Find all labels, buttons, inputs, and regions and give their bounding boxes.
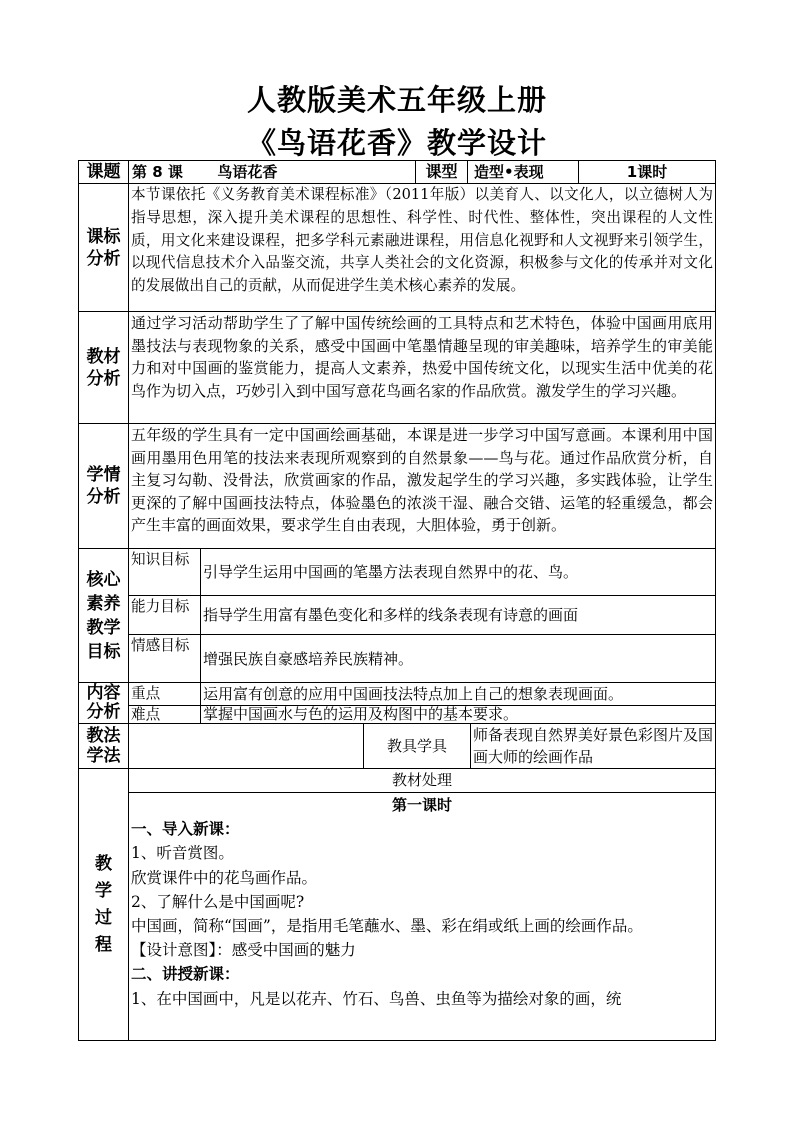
- process-line: 二、讲授新课：: [131, 965, 240, 984]
- standard-analysis-text: 本节课依托《义务教育美术课程标准》（2011年版）以美育人、以文化人，以立德树人为指导思想，深入提升美术课程的思想性、科学性、时代性、整体性，突出课程的人文性质，用文化来建设课程，把多学科元素融进课程，用信息化视野和人文视野来引领学生，以现代信息技术介入品鉴交流，共享人类社会的文化资源，积极参与文化的传承并对文化的发展做出自己的贡献，从而促进学生美术核心素养的发展。: [131, 186, 713, 295]
- process-line: 一、导入新课：: [131, 820, 240, 839]
- process-line: 2、了解什么是中国画呢?: [131, 892, 305, 911]
- label-student-analysis-text: 学情分析: [86, 465, 121, 507]
- goal-text-emotion: 增强民族自豪感培养民族精神。: [203, 649, 414, 668]
- lesson-title-cell: [129, 161, 415, 183]
- label-methods: [79, 724, 128, 768]
- label-core-goals-text: 核心素养教学目标: [86, 569, 121, 662]
- content-key-text: 运用富有创意的应用中国画技法特点加上自己的想象表现画面。: [203, 685, 624, 703]
- methods-value: [129, 724, 363, 768]
- label-textbook-analysis: [79, 312, 128, 423]
- label-topic: 课题: [86, 162, 121, 182]
- label-methods-text: 教法学法: [86, 726, 121, 766]
- textbook-analysis-text: 通过学习活动帮助学生了了解中国传统绘画的工具特点和艺术特色，体验中国画用底用墨技法与表现物象的关系，感受中国画中笔墨情趣呈现的审美趣味，培养学生的审美能力和对中国画的鉴赏能力，提高人文素养，热爱中国传统文化，以现实生活中优美的花鸟作为切入点，巧妙引入到中国写意花鸟画名家的作品欣赏。激发学生的学习兴趣。: [131, 314, 713, 400]
- label-core-goals: [79, 549, 128, 682]
- title-line-2: 《鸟语花香》教学设计: [246, 126, 547, 160]
- lesson-number: 第 8 课: [132, 163, 183, 181]
- goal-text-ability: 指导学生用富有墨色变化和多样的线条表现有诗意的画面: [203, 606, 579, 624]
- label-standard-analysis: [79, 184, 128, 311]
- content-difficulty-text: 掌握中国画水与色的运用及构图中的基本要求。: [203, 706, 519, 723]
- process-line: 中国画，简称“国画”，是指用毛笔蘸水、墨、彩在绢或纸上画的绘画作品。: [131, 917, 643, 936]
- material-header: 教材处理: [391, 771, 452, 789]
- title-line-1: 人教版美术五年级上册: [246, 83, 547, 117]
- grid-line: [78, 1040, 716, 1041]
- label-type: 课型: [425, 162, 458, 181]
- process-line: 【设计意图】：感受中国画的魅力: [131, 941, 356, 960]
- content-key-name: 重点: [131, 685, 161, 702]
- label-process-text: 教学过程: [95, 853, 112, 955]
- process-line: 1、听音赏图。: [131, 844, 234, 863]
- process-content: [129, 793, 715, 1040]
- process-line: 1、在中国画中，凡是以花卉、竹石、鸟兽、虫鱼等为描绘对象的画，统: [131, 989, 622, 1008]
- tools-text: 师备表现自然界美好景色彩图片及国画大师的绘画作品: [473, 726, 714, 766]
- process-line: 欣赏课件中的花鸟画作品。: [131, 868, 318, 887]
- goal-text-knowledge: 引导学生运用中国画的笔墨方法表现自然界中的花、鸟。: [203, 563, 579, 581]
- goal-name-knowledge: 知识目标: [131, 551, 190, 568]
- label-process: [79, 769, 128, 1040]
- label-content-analysis-text: 内容分析: [86, 683, 121, 722]
- grid-line: [715, 160, 716, 1041]
- goal-name-emotion: 情感目标: [131, 637, 190, 654]
- label-textbook-analysis-text: 教材分析: [86, 346, 121, 389]
- hours-value: 1课时: [626, 163, 668, 181]
- goal-name-ability: 能力目标: [131, 598, 190, 615]
- label-content-analysis: [79, 683, 128, 723]
- tools-label: 教具学具: [386, 737, 447, 755]
- session-title: 第一课时: [391, 796, 452, 814]
- label-student-analysis: [79, 424, 128, 548]
- type-value: 造型•表现: [474, 163, 544, 181]
- student-analysis-text: 五年级的学生具有一定中国画绘画基础，本课是进一步学习中国写意画。本课利用中国画用墨用色用笔的技法来表现所观察到的自然景象——鸟与花。通过作品欣赏分析，自主复习勾勒、没骨法，欣赏画家的作品，激发起学生的学习兴趣，多实践体验，让学生更深的了解中国画技法特点，体验墨色的浓淡干湿、融合交错、运笔的轻重缓急，都会产生丰富的画面效果，要求学生自由表现，大胆体验，勇于创新。: [131, 426, 713, 535]
- lesson-name: 鸟语花香: [217, 163, 278, 181]
- content-difficulty-name: 难点: [131, 706, 161, 723]
- label-standard-analysis-text: 课标分析: [86, 226, 121, 269]
